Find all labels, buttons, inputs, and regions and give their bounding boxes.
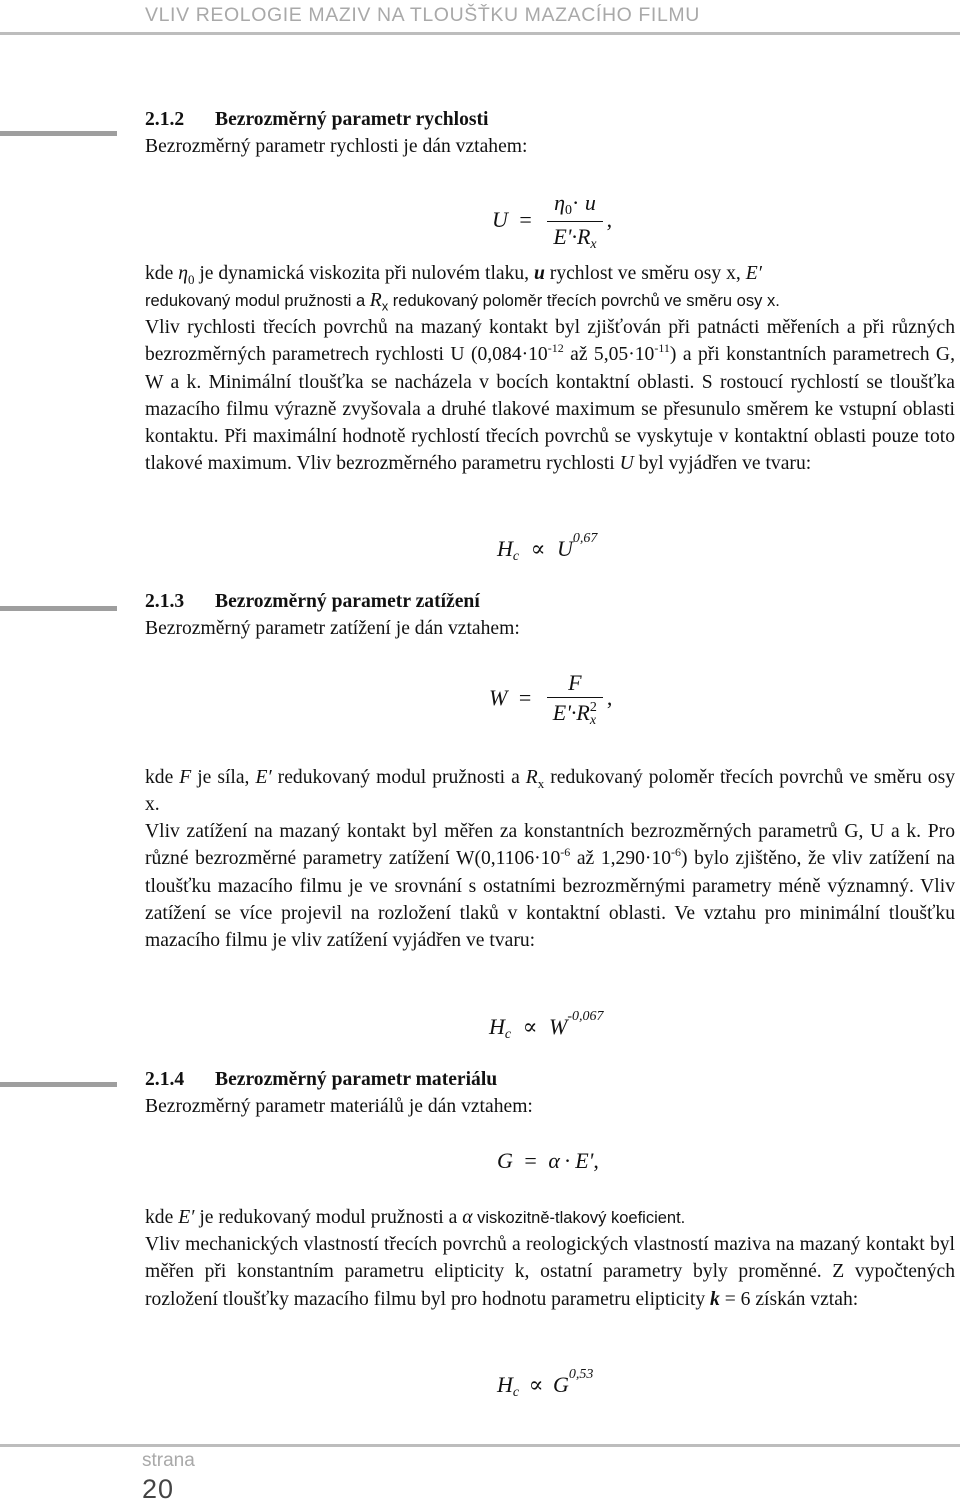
relation-exponent: -0,067 (567, 1009, 604, 1024)
relation-lhs-subscript: c (512, 549, 520, 564)
denominator-subscript: x (590, 237, 597, 252)
velocity-relation (497, 532, 597, 564)
definition-paragraph: kde E′ je redukovaný modul pružnosti a α viskozitně-tlakový koeficient. (145, 1207, 686, 1228)
load-paragraph: Vliv zatížení na mazaný kontakt byl měřen za konstantních bezrozměrných parametrů G, U a k. Pro různé bezrozměrné parametry zatížení $W(0,1106\cdot 10^{-6}$ až $1,290\cdot 10^{-6}$) bylo zjištěno, že vliv zatížení na tloušťku mazacího filmu je ve srovnání s ostatními bezrozměrnými parametry méně významný. Vliv zatížení se více projevil na rozložení tlaků v kontaktní oblasti. Ve vztahu pro minimální tloušťku mazacího filmu je vliv zatížení vyjádřen ve tvaru: (145, 821, 955, 952)
relation-rhs: G (553, 1372, 569, 1397)
page-number: 20 (142, 1474, 175, 1504)
formula-fraction: $\frac{\eta_0\cdot u}{E'\cdot R_x}$ (547, 192, 602, 252)
formula-fraction (547, 672, 603, 728)
section-title: Bezrozměrný parametr rychlosti (215, 109, 489, 130)
relation-lhs-subscript: c (504, 1027, 512, 1042)
footer-rule (0, 1444, 960, 1447)
material-paragraph: Vliv mechanických vlastností třecích povrchů a reologických vlastností maziva na mazaný kontakt byl měřen při konstantním parametru elipticity k, ostatní parametry byly proměnné. Z vypočtených rozložení tloušťky mazacího filmu byl pro hodnotu parametru elipticity k = 6 získán vztah: (145, 1234, 955, 1310)
load-formula (489, 672, 612, 728)
margin-marker (0, 1082, 117, 1087)
relation-exponent: 0,67 (572, 531, 598, 546)
multiply-dot: · (563, 1148, 572, 1173)
formula-denominator: E'·R (552, 700, 590, 725)
running-header: VLIV REOLOGIE MAZIV NA TLOUŠŤKU MAZACÍHO FILMU (145, 4, 700, 26)
velocity-paragraph: Vliv rychlosti třecích povrchů na mazaný kontakt byl zjišťován při patnácti měřeních a při různých bezrozměrných parametrech rychlosti U ($0,084\cdot 10^{-12}$ až $5,05\cdot 10^{-11}$) a při konstantních parametrech G, W a k. Minimální tloušťka se nacházela v bocích kontaktní oblasti. S rostoucí rychlostí se tloušťka mazacího filmu výrazně zvyšovala a druhé tlakové maximum se přesunulo směrem ke vstupní oblasti kontaktu. Při maximální hodnotě rychlostí třecích povrchů se vyskytuje v kontaktní oblasti pouze toto tlakové maximum. Vliv bezrozměrného parametru rychlosti U byl vyjádřen ve tvaru: (145, 317, 955, 475)
section-number: 2.1.4 (145, 1069, 185, 1090)
relation-lhs-subscript: c (512, 1385, 520, 1400)
section-intro: Bezrozměrný parametr materiálů je dán vztahem: (145, 1096, 533, 1117)
section-title: Bezrozměrný parametr zatížení (215, 591, 480, 612)
formula-numerator: F (547, 672, 603, 698)
formula-equals: = (518, 684, 532, 710)
load-relation (489, 1010, 604, 1042)
denominator-superscript: 2 (589, 700, 597, 716)
page-label: strana (142, 1450, 195, 1471)
definition-paragraph: kde F je síla, E′ redukovaný modul pružnosti a $R_x$ redukovaný poloměr třecích povrchů ve směru osy x. (145, 767, 955, 816)
formula-comma: , (606, 684, 613, 710)
formula-equals: = (524, 1148, 537, 1173)
alpha-symbol: α (548, 1148, 560, 1173)
formula-denominator: E'·R (553, 224, 591, 249)
relation-rhs: W (549, 1014, 568, 1039)
velocity-variable: u (584, 190, 596, 215)
denominator-subscript: x (589, 712, 597, 728)
material-formula (497, 1150, 599, 1172)
relation-rhs: U (557, 536, 573, 561)
section-intro: Bezrozměrný parametr rychlosti je dán vztahem: (145, 136, 528, 157)
formula-comma: , (606, 207, 613, 233)
formula-lhs: U (492, 207, 508, 233)
proportional-symbol: ∝ (530, 536, 546, 561)
section-intro: Bezrozměrný parametr zatížení je dán vztahem: (145, 618, 520, 639)
section-title: Bezrozměrný parametr materiálu (215, 1069, 498, 1090)
section-number: 2.1.2 (145, 109, 185, 130)
proportional-symbol: ∝ (528, 1372, 544, 1397)
relation-exponent: 0,53 (568, 1367, 594, 1382)
formula-comma: , (593, 1148, 599, 1173)
section-heading (145, 106, 955, 133)
section-number: 2.1.3 (145, 591, 185, 612)
modulus-symbol: E' (575, 1148, 594, 1173)
header-rule (0, 32, 960, 35)
section-heading (145, 1066, 955, 1093)
margin-marker (0, 606, 117, 611)
relation-lhs: H (497, 1372, 513, 1397)
formula-lhs: W (489, 684, 508, 710)
relation-lhs: H (497, 536, 513, 561)
formula-lhs: G (497, 1148, 513, 1173)
margin-marker (0, 131, 117, 136)
definition-paragraph: kde $\eta_0$ je dynamická viskozita při nulovém tlaku, u rychlost ve směru osy x, E′ redukovaný modul pružnosti a $R_x$ redukovaný poloměr třecích povrchů ve směru osy x. (145, 263, 780, 314)
section-heading (145, 588, 955, 615)
proportional-symbol: ∝ (522, 1014, 538, 1039)
relation-lhs: H (489, 1014, 505, 1039)
eta-symbol: η (554, 190, 566, 215)
velocity-formula (492, 192, 612, 252)
eta-subscript: 0 (565, 203, 573, 218)
material-relation (497, 1368, 593, 1400)
formula-equals: = (519, 207, 532, 233)
